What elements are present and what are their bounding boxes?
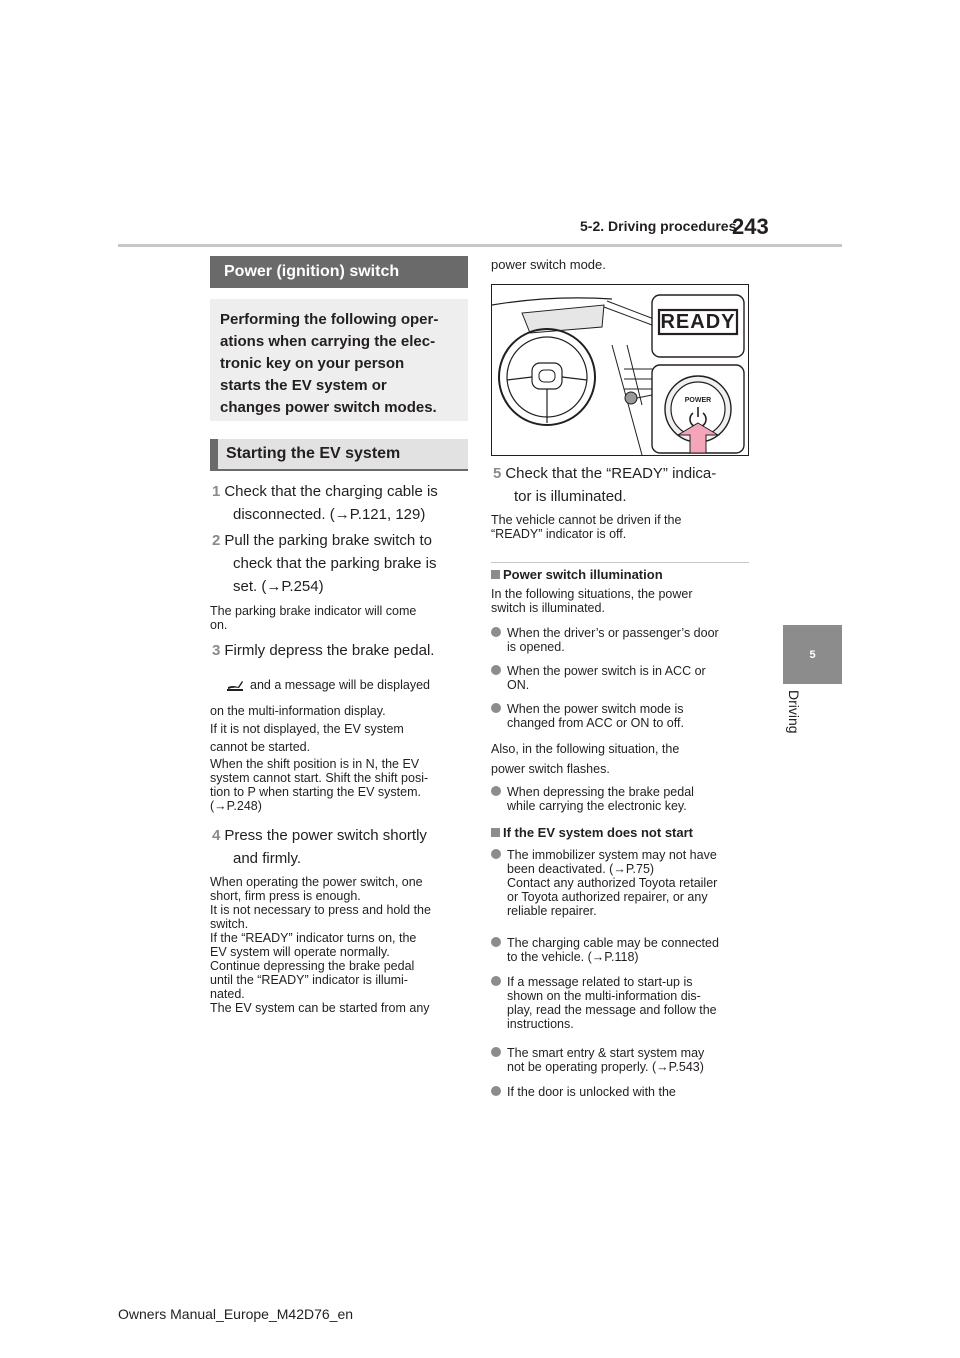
step-text: set. (→P.254) [233,578,324,595]
intro-line: starts the EV system or [220,377,387,394]
intro-line: tronic key on your person [220,355,405,372]
note-line: Also, in the following situation, the [491,742,680,756]
note-line: The vehicle cannot be driven if the [491,513,682,527]
step-4-note [210,875,470,1015]
divider [491,562,749,563]
bullet-line: Contact any authorized Toyota retailer [507,876,718,890]
bullet-item [491,702,751,730]
bullet-dot-icon [491,665,501,675]
step-text: Check that the “READY” indica- [505,465,717,482]
bullet-dot-icon [491,1047,501,1057]
note-line: system cannot start. Shift the shift posi- [210,771,429,785]
note-line: If the “READY” indicator turns on, the [210,931,417,945]
step-number: 1 [212,483,221,500]
note-line: When the shift position is in N, the EV [210,757,420,771]
chapter-label-text: Driving [786,690,802,734]
step-3-note [210,702,470,756]
intro-line: changes power switch modes. [220,399,437,416]
note-line: The parking brake indicator will come [210,604,417,618]
bullet-line: is opened. [507,640,565,654]
bullet-item [491,1085,751,1099]
sub1-intro [491,587,751,615]
note-line: When operating the power switch, one [210,875,423,889]
header-rule [118,244,842,247]
note-line: nated. [210,987,245,1001]
intro-line: Performing the following oper- [220,311,439,328]
note-line: cannot be started. [210,740,311,754]
step-1 [212,480,472,526]
bullet-line: been deactivated. (→P.75) [507,862,655,876]
power-button-label: POWER [684,397,712,404]
bullet-item [491,664,751,692]
section-header: 5-2. Driving procedures [580,218,737,234]
bullet-line: reliable repairer. [507,904,597,918]
bullet-dot-icon [491,1086,501,1096]
subheading-power-switch-illumination [491,567,663,582]
note-line: Continue depressing the brake pedal [210,959,415,973]
step-text: disconnected. (→P.121, 129) [233,506,426,523]
note-line: EV system will operate normally. [210,945,390,959]
note-line: until the “READY” indicator is illumi- [210,973,408,987]
note-line: and a message will be displayed [250,678,430,692]
bullet-line: When depressing the brake pedal [507,785,694,799]
note-line: switch. [210,917,249,931]
note-line: short, firm press is enough. [210,889,361,903]
step-text: tor is illuminated. [514,488,627,505]
note-line: on the multi-information display. [210,704,386,718]
bullet-line: or Toyota authorized repairer, or any [507,890,708,904]
bullet-dot-icon [491,976,501,986]
step-number: 2 [212,532,221,549]
intro-line: ations when carrying the elec- [220,333,436,350]
ev-start-illustration [491,284,749,456]
step-5 [493,462,753,508]
bullet-line: not be operating properly. (→P.543) [507,1060,704,1074]
step-2-note [210,604,470,632]
subheading-text: Power switch illumination [503,567,663,582]
bullet-dot-icon [491,937,501,947]
note-line: If it is not displayed, the EV system [210,722,404,736]
bullet-line: ON. [507,678,530,692]
note-line: (→P.248) [210,799,262,813]
step-text: Pull the parking brake switch to [224,532,432,549]
bullet-line: When the power switch is in ACC or [507,664,706,678]
page-number: 243 [732,214,769,239]
step-3-note-inline [226,678,466,692]
subheading-ev-not-start [491,825,693,840]
bullet-item [491,1046,751,1074]
note-line: tion to P when starting the EV system. [210,785,421,799]
square-bullet-icon [491,828,500,837]
bullet-line: When the power switch mode is [507,702,684,716]
step-3-note-2 [210,757,470,813]
bullet-dot-icon [491,703,501,713]
intro-box [210,299,468,421]
note-line: In the following situations, the power [491,587,693,601]
bullet-line: play, read the message and follow the [507,1003,717,1017]
bullet-item [491,848,751,918]
sub1-also [491,739,751,779]
chapter-label [788,690,836,750]
chapter-tab[interactable]: 5 [783,625,842,684]
step-text: check that the parking brake is [233,555,437,572]
bullet-line: The immobilizer system may not have [507,848,717,862]
note-line: The EV system can be started from any [210,1001,430,1015]
bullet-item [491,936,751,964]
square-bullet-icon [491,570,500,579]
step-number: 3 [212,642,221,659]
bullet-line: If the door is unlocked with the [507,1085,676,1099]
bullet-item [491,626,751,654]
ready-indicator-label: READY [660,310,736,333]
bullet-dot-icon [491,849,501,859]
note-line: power switch flashes. [491,762,610,776]
section-title-starting: Starting the EV system [210,439,468,471]
bullet-line: while carrying the electronic key. [507,799,687,813]
brake-pedal-icon [226,678,244,692]
step-3 [212,639,472,662]
bullet-line: The smart entry & start system may [507,1046,705,1060]
step-5-note [491,513,751,541]
bullet-line: shown on the multi-information dis- [507,989,701,1003]
note-line: switch is illuminated. [491,601,605,615]
bullet-item [491,975,751,1031]
note-line: “READY” indicator is off. [491,527,627,541]
step-text: Press the power switch shortly [224,827,427,844]
section-title-power-switch: Power (ignition) switch [210,256,468,288]
bullet-item [491,785,751,813]
note-line: on. [210,618,228,632]
bullet-dot-icon [491,786,501,796]
step-text: and firmly. [233,850,302,867]
footer-manual-id: Owners Manual_Europe_M42D76_en [118,1306,354,1322]
bullet-line: to the vehicle. (→P.118) [507,950,639,964]
bullet-line: When the driver’s or passenger’s door [507,626,719,640]
step-2 [212,529,472,598]
step-text: Check that the charging cable is [224,483,438,500]
step-number: 5 [493,465,502,482]
step-text: Firmly depress the brake pedal. [224,642,435,659]
subheading-text: If the EV system does not start [503,825,693,840]
step-4 [212,824,472,870]
continued-text: power switch mode. [491,257,606,272]
bullet-dot-icon [491,627,501,637]
bullet-line: The charging cable may be connected [507,936,719,950]
bullet-line: changed from ACC or ON to off. [507,716,684,730]
note-line: It is not necessary to press and hold the [210,903,431,917]
bullet-line: instructions. [507,1017,574,1031]
step-number: 4 [212,827,221,844]
bullet-line: If a message related to start-up is [507,975,693,989]
